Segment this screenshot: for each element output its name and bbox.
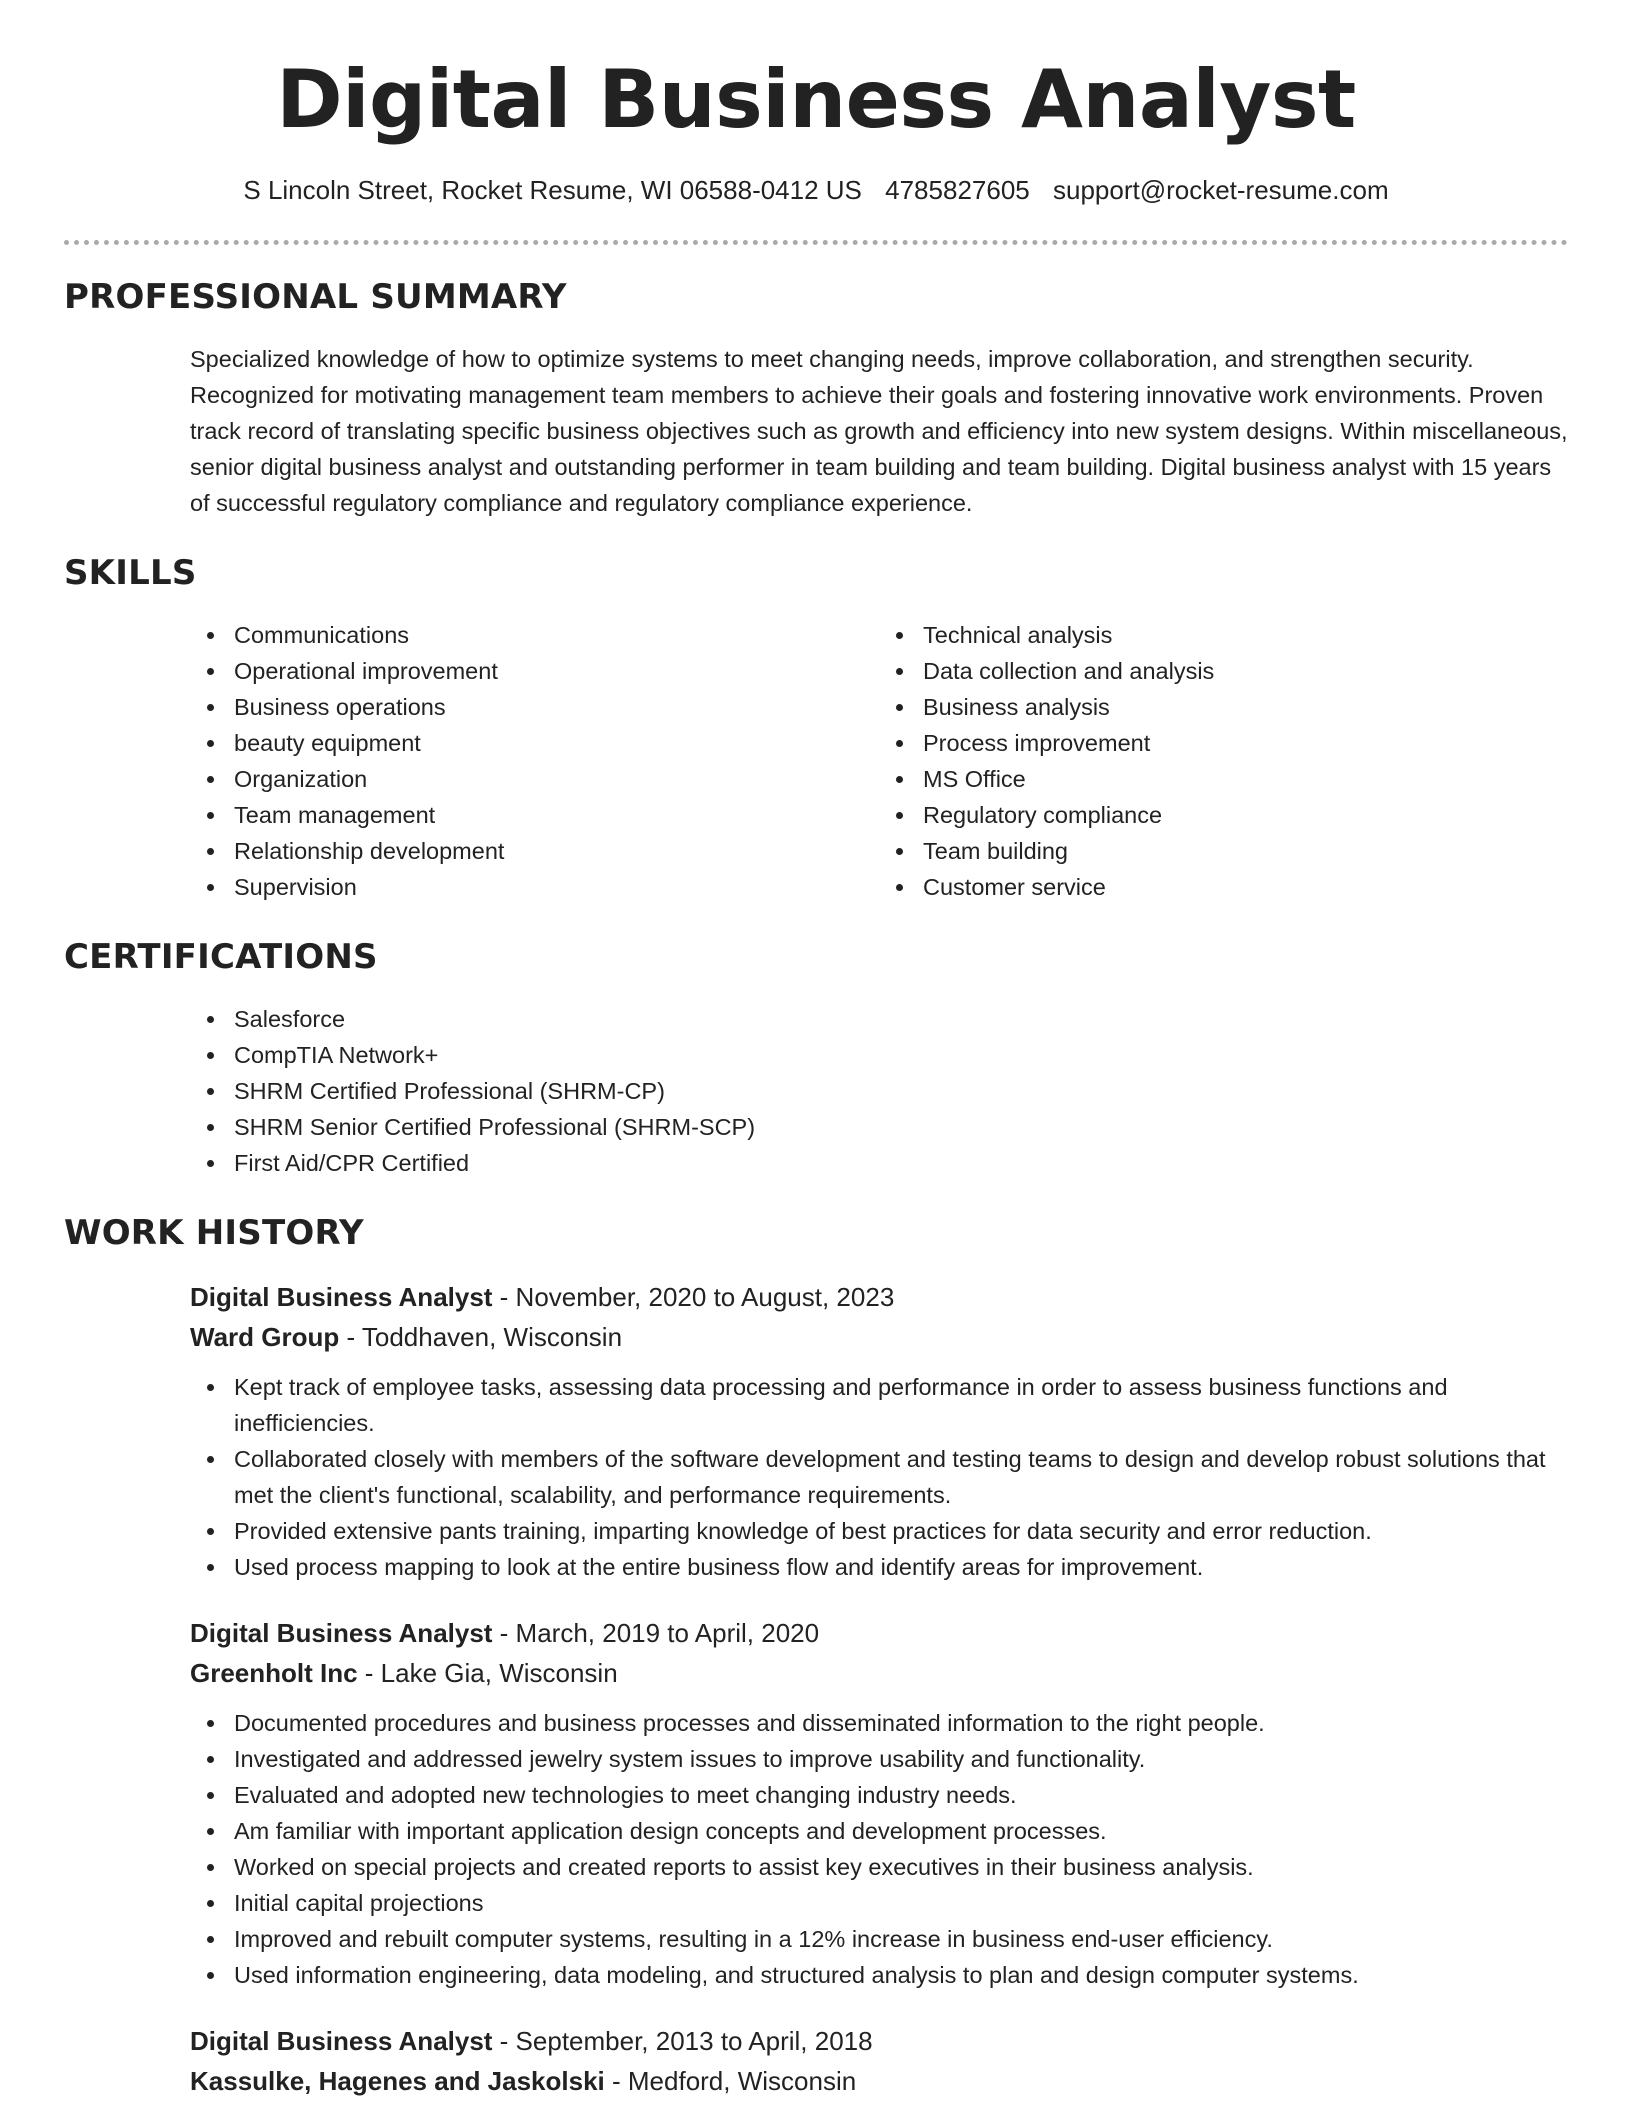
skills-list-left [190,617,879,905]
job-dates: - September, 2013 to April, 2018 [492,2025,873,2056]
job-duty: Investigated and addressed jewelry system issues to improve usability and functionality. [234,1741,1568,1777]
job-duty: Documented procedures and business processes and disseminated information to the right people. [234,1705,1568,1741]
skill-item: Business analysis [923,689,1568,725]
work-history-body [190,1277,1568,2101]
certification-item: SHRM Certified Professional (SHRM-CP) [234,1073,1568,1109]
skill-item: beauty equipment [234,725,879,761]
summary-section [64,277,1568,521]
skill-item: MS Office [923,761,1568,797]
job-title: Digital Business Analyst [190,1281,493,1312]
job-entry [190,1277,1568,1585]
certifications-section [64,937,1568,1181]
job-duty: Kept track of employee tasks, assessing data processing and performance in order to assess business functions and inefficiencies. [234,1369,1568,1441]
job-company-line [190,1653,1568,1693]
job-duty: Am familiar with important application design concepts and development processes. [234,1813,1568,1849]
skill-item: Operational improvement [234,653,879,689]
job-company: Ward Group [190,1321,340,1352]
job-entry [190,1613,1568,1993]
header-divider [64,240,1568,245]
job-title: Digital Business Analyst [190,2025,493,2056]
job-duties-list [190,1369,1568,1585]
skill-item: Communications [234,617,879,653]
work-history-section [64,1213,1568,2101]
skills-grid [190,617,1568,905]
summary-title: PROFESSIONAL SUMMARY [64,276,567,317]
job-duty: Worked on special projects and created reports to assist key executives in their business analysis. [234,1849,1568,1885]
job-duty: Improved and rebuilt computer systems, resulting in a 12% increase in business end-user efficiency. [234,1921,1568,1957]
job-duty: Initial capital projections [234,1885,1568,1921]
contact-address: S Lincoln Street, Rocket Resume, WI 06588-0412 US [243,175,862,205]
summary-text: Specialized knowledge of how to optimize systems to meet changing needs, improve collaboration, and strengthen security. Recognized for motivating management team members to achieve their goals and fostering innovative work environments. Proven track record of translating specific business objectives such as growth and efficiency into new system designs. Within miscellaneous, senior digital business analyst and outstanding performer in team building and team building. Digital business analyst with 15 years of successful regulatory compliance and regulatory compliance experience. [190,345,1568,516]
skill-item: Team building [923,833,1568,869]
summary-body [190,341,1568,521]
work-history-title: WORK HISTORY [64,1212,364,1253]
contact-line [64,174,1568,208]
resume-name: Digital Business Analyst [276,53,1356,146]
skill-item: Customer service [923,869,1568,905]
skills-title: SKILLS [64,552,197,593]
job-company-line [190,1317,1568,1357]
job-duty: Provided extensive pants training, imparting knowledge of best practices for data security and error reduction. [234,1513,1568,1549]
certification-item: CompTIA Network+ [234,1037,1568,1073]
job-company: Greenholt Inc [190,1657,358,1688]
job-location: - Lake Gia, Wisconsin [357,1657,618,1688]
skill-item: Regulatory compliance [923,797,1568,833]
certifications-title: CERTIFICATIONS [64,936,378,977]
job-dates: - November, 2020 to August, 2023 [492,1281,895,1312]
job-title-line [190,2021,1568,2061]
job-duty: Used information engineering, data modeling, and structured analysis to plan and design computer systems. [234,1957,1568,1993]
resume-header [64,0,1568,208]
contact-email: support@rocket-resume.com [1052,175,1389,205]
job-title-line [190,1613,1568,1653]
skills-list-right [879,617,1568,905]
skill-item: Process improvement [923,725,1568,761]
job-title: Digital Business Analyst [190,1617,493,1648]
skill-item: Supervision [234,869,879,905]
skill-item: Relationship development [234,833,879,869]
job-duties-list [190,1705,1568,1993]
certification-item: SHRM Senior Certified Professional (SHRM-SCP) [234,1109,1568,1145]
certification-item: Salesforce [234,1001,1568,1037]
skill-item: Business operations [234,689,879,725]
job-location: - Medford, Wisconsin [604,2065,857,2096]
job-location: - Toddhaven, Wisconsin [339,1321,623,1352]
certifications-body [190,1001,1568,1181]
skill-item: Technical analysis [923,617,1568,653]
job-duty: Collaborated closely with members of the software development and testing teams to design and develop robust solutions that met the client's functional, scalability, and performance requirements. [234,1441,1568,1513]
certifications-list [190,1001,1568,1181]
job-company-line [190,2061,1568,2101]
job-company: Kassulke, Hagenes and Jaskolski [190,2065,605,2096]
job-duty: Used process mapping to look at the entire business flow and identify areas for improvement. [234,1549,1568,1585]
certification-item: First Aid/CPR Certified [234,1145,1568,1181]
job-entry [190,2021,1568,2101]
job-dates: - March, 2019 to April, 2020 [492,1617,820,1648]
skill-item: Data collection and analysis [923,653,1568,689]
job-duty: Evaluated and adopted new technologies to meet changing industry needs. [234,1777,1568,1813]
contact-phone: 4785827605 [885,175,1030,205]
skills-section [64,553,1568,905]
skill-item: Organization [234,761,879,797]
skill-item: Team management [234,797,879,833]
job-title-line [190,1277,1568,1317]
